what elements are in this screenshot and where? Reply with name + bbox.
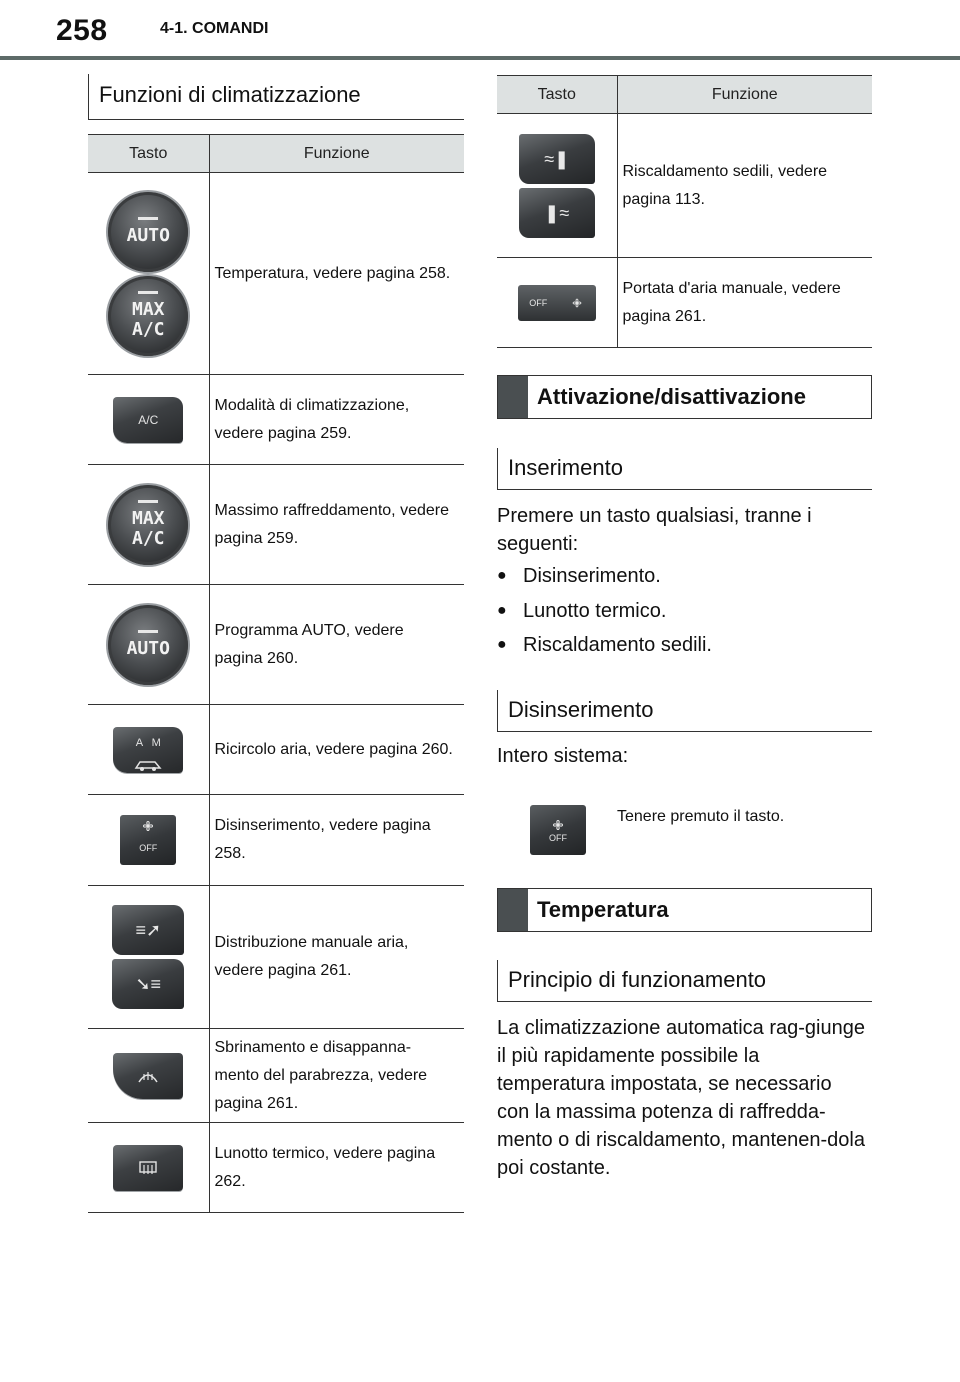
function-text: Ricircolo aria, vedere pagina 260. bbox=[209, 705, 464, 795]
function-text: Disinserimento, vedere pagina 258. bbox=[209, 795, 464, 886]
function-text: Portata d'aria manuale, vedere pagina 261. bbox=[617, 258, 872, 348]
car-recirculation-icon bbox=[133, 757, 163, 771]
table-row bbox=[88, 886, 464, 1029]
principle-heading: Principio di funzionamento bbox=[497, 960, 872, 1002]
switch-on-heading: Inserimento bbox=[497, 448, 872, 490]
rear-window-heating-icon bbox=[113, 1145, 183, 1191]
heading-bar bbox=[498, 889, 528, 931]
table-row bbox=[88, 705, 464, 795]
function-text: Distribuzione manuale aria, vedere pagina 261. bbox=[209, 886, 464, 1029]
climate-functions-table bbox=[88, 134, 464, 1213]
table-row bbox=[88, 375, 464, 465]
col-header-function: Funzione bbox=[209, 135, 464, 173]
auto-button-icon: AUTO bbox=[108, 605, 188, 685]
recirculation-button-icon: A M bbox=[113, 727, 183, 773]
col-header-key: Tasto bbox=[497, 76, 617, 114]
climate-functions-heading: Funzioni di climatizzazione bbox=[88, 74, 464, 120]
chapter-title: 4-1. COMANDI bbox=[160, 20, 269, 37]
fan-off-icon: OFF bbox=[529, 297, 548, 308]
principle-text: La climatizzazione automatica rag-giunge il più rapidamente possibile la temperatura impostata, se necessario con la massima potenza di raffredda-mento o di riscaldamento, mantenen-dola poi costante. bbox=[497, 1017, 865, 1179]
switch-off-text: Intero sistema: bbox=[497, 745, 629, 767]
air-distribution-lower-icon: ➘≡ bbox=[112, 959, 184, 1009]
function-text: Temperatura, vedere pagina 258. bbox=[209, 173, 464, 375]
table-row bbox=[88, 173, 464, 375]
col-header-key: Tasto bbox=[88, 135, 209, 173]
switch-on-text: Premere un tasto qualsiasi, tranne i seguenti: bbox=[497, 505, 812, 555]
function-text: Sbrinamento e disappanna-mento del parabrezza, vedere pagina 261. bbox=[209, 1029, 464, 1123]
temperature-heading: Temperatura bbox=[497, 888, 872, 932]
function-text: Lunotto termico, vedere pagina 262. bbox=[209, 1123, 464, 1213]
ac-button-icon: A/C bbox=[113, 397, 183, 443]
max-ac-button-icon: MAX A/C bbox=[108, 276, 188, 356]
max-ac-button-icon: MAX A/C bbox=[108, 485, 188, 565]
table-row bbox=[497, 114, 872, 258]
off-button-icon: OFF bbox=[120, 815, 176, 865]
activation-heading: Attivazione/disattivazione bbox=[497, 375, 872, 419]
table-row bbox=[88, 465, 464, 585]
rear-defrost-icon bbox=[138, 1160, 158, 1176]
function-text: Programma AUTO, vedere pagina 260. bbox=[209, 585, 464, 705]
table-row bbox=[88, 795, 464, 886]
list-item: ● Disinserimento. bbox=[497, 560, 857, 595]
function-text: Modalità di climatizzazione, vedere pagina 259. bbox=[209, 375, 464, 465]
table-row bbox=[88, 1029, 464, 1123]
off-button-note: Tenere premuto il tasto. bbox=[617, 808, 785, 825]
function-text: Riscaldamento sedili, vedere pagina 113. bbox=[617, 114, 872, 258]
manual-airflow-icon bbox=[518, 285, 596, 321]
air-distribution-upper-icon: ≡➚ bbox=[112, 905, 184, 955]
fan-icon bbox=[140, 818, 156, 834]
switch-off-heading: Disinserimento bbox=[497, 690, 872, 732]
table-row bbox=[88, 1123, 464, 1213]
function-text: Massimo raffreddamento, vedere pagina 259. bbox=[209, 465, 464, 585]
list-item: ● Lunotto termico. bbox=[497, 595, 857, 630]
defrost-icon bbox=[137, 1068, 159, 1084]
seat-heating-table bbox=[497, 75, 872, 348]
list-item: ● Riscaldamento sedili. bbox=[497, 629, 857, 664]
heading-bar bbox=[498, 376, 528, 418]
table-row bbox=[497, 258, 872, 348]
off-button-icon: OFF bbox=[530, 805, 586, 855]
exceptions-list bbox=[497, 560, 857, 664]
header-rule bbox=[0, 56, 960, 60]
fan-icon bbox=[550, 817, 566, 833]
auto-button-icon: AUTO bbox=[108, 192, 188, 272]
windshield-defrost-icon bbox=[113, 1053, 183, 1099]
table-row bbox=[88, 585, 464, 705]
table-header-row bbox=[88, 135, 464, 173]
seat-heating-passenger-icon: ❚≈ bbox=[519, 188, 595, 238]
fan-icon bbox=[570, 296, 584, 310]
col-header-function: Funzione bbox=[617, 76, 872, 114]
page-number: 258 bbox=[56, 14, 108, 47]
seat-heating-driver-icon: ≈❚ bbox=[519, 134, 595, 184]
table-header-row bbox=[497, 76, 872, 114]
